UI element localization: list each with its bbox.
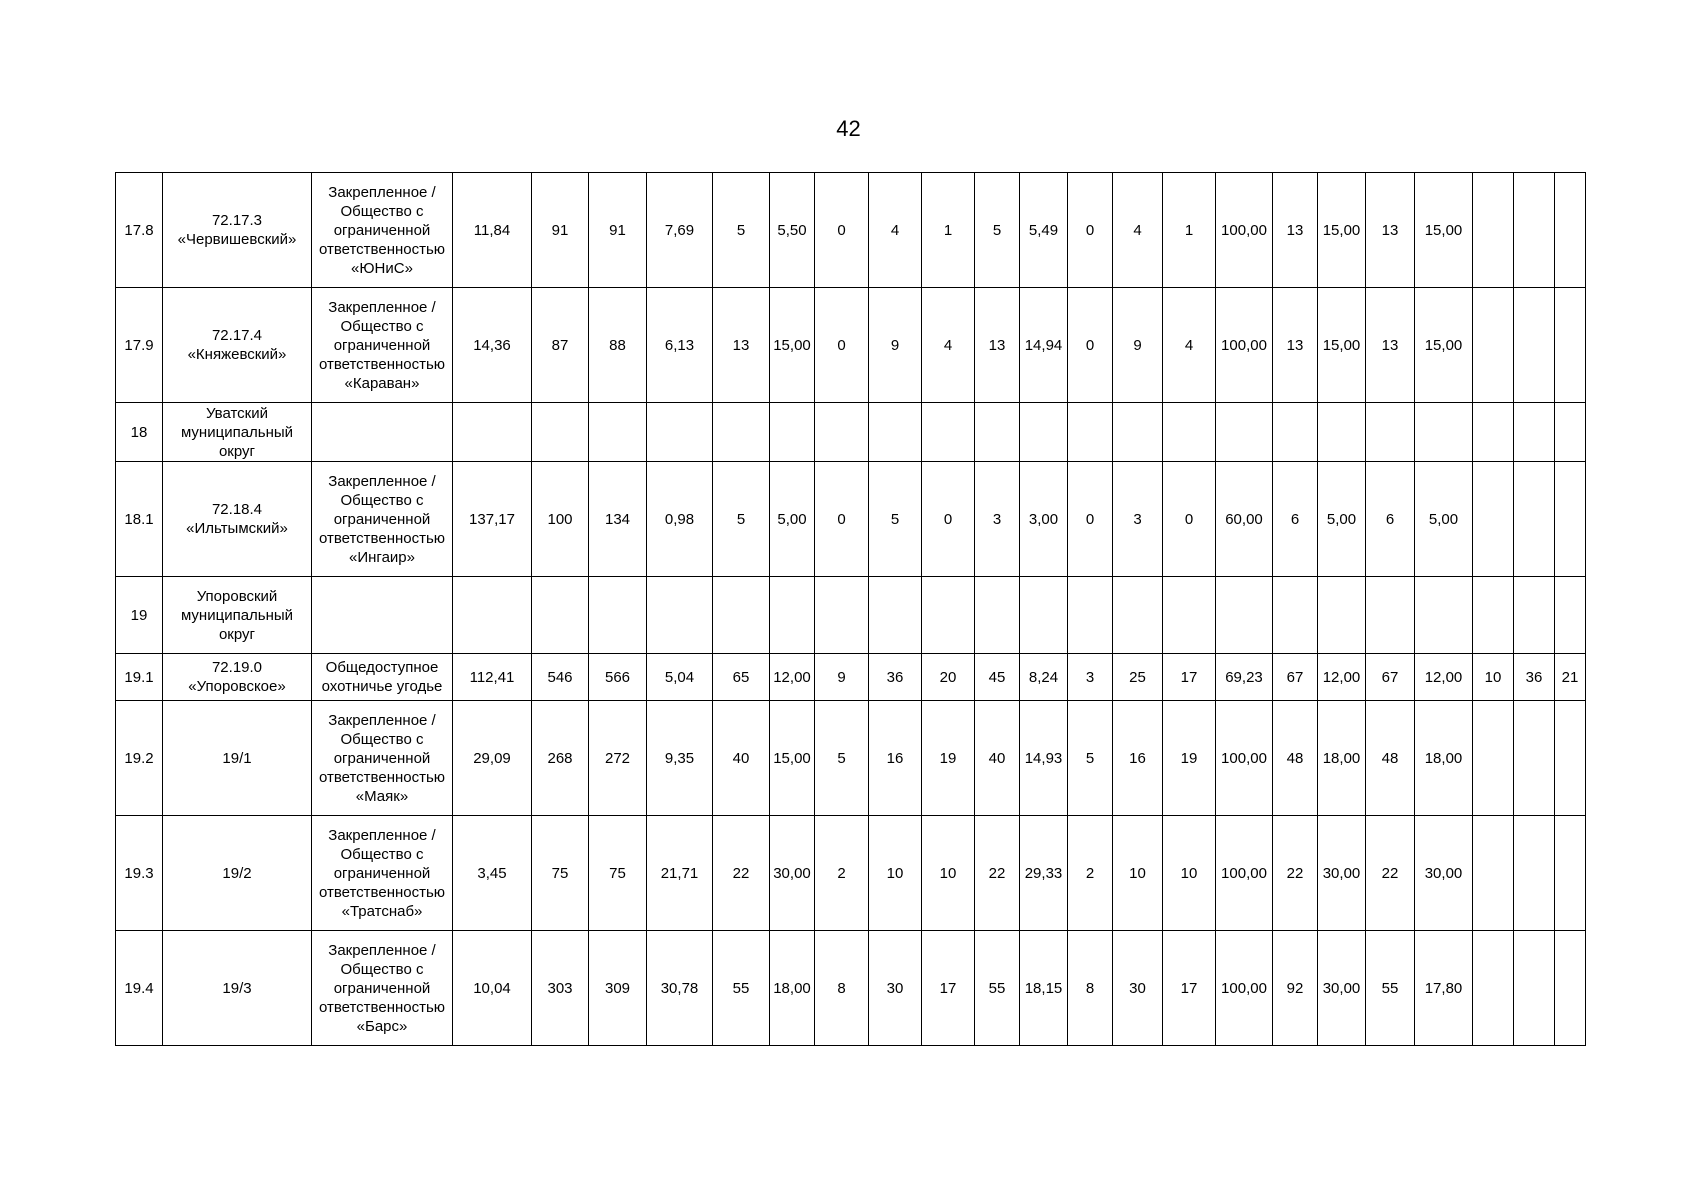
table-cell [770, 577, 815, 654]
table-cell [1473, 288, 1514, 403]
table-cell [589, 577, 647, 654]
table-cell [815, 577, 869, 654]
table-cell: 91 [532, 173, 589, 288]
table-cell: 8 [815, 931, 869, 1046]
table-cell: 18 [116, 403, 163, 462]
table-cell [1473, 931, 1514, 1046]
table-cell: 19 [922, 701, 975, 816]
table-row [116, 403, 1586, 462]
table-cell [1020, 403, 1068, 462]
table-cell [1473, 173, 1514, 288]
table-cell: 3,45 [453, 816, 532, 931]
table-cell [1163, 577, 1216, 654]
table-cell: 5 [713, 173, 770, 288]
table-cell: 25 [1113, 654, 1163, 701]
table-cell: 22 [1366, 816, 1415, 931]
table-cell: 0 [1068, 173, 1113, 288]
table-cell [1273, 577, 1318, 654]
table-cell: 18,00 [1318, 701, 1366, 816]
table-cell: 4 [922, 288, 975, 403]
table-cell: 309 [589, 931, 647, 1046]
table-cell: 9 [869, 288, 922, 403]
table-cell: 13 [713, 288, 770, 403]
table-cell: 55 [713, 931, 770, 1046]
table-cell: 0 [1068, 288, 1113, 403]
table-row [116, 462, 1586, 577]
table-cell: 22 [713, 816, 770, 931]
table-cell: 17.8 [116, 173, 163, 288]
table-cell: 0,98 [647, 462, 713, 577]
table-cell: Закрепленное / Общество с ограниченной ответственностью «Маяк» [312, 701, 453, 816]
table-cell: Упоровский муниципальный округ [163, 577, 312, 654]
table-cell: 5,00 [1415, 462, 1473, 577]
table-cell: 12,00 [1415, 654, 1473, 701]
table-cell: 19.3 [116, 816, 163, 931]
table-cell [1514, 288, 1555, 403]
table-cell: 19.4 [116, 931, 163, 1046]
table-cell: 5,50 [770, 173, 815, 288]
table-cell [1555, 462, 1586, 577]
table-cell: 72.18.4 «Ильтымский» [163, 462, 312, 577]
table-cell [453, 403, 532, 462]
table-cell: 0 [1163, 462, 1216, 577]
table-cell: 0 [1068, 462, 1113, 577]
table-cell [1068, 403, 1113, 462]
table-cell: 14,36 [453, 288, 532, 403]
table-cell: 9,35 [647, 701, 713, 816]
table-cell: 3,00 [1020, 462, 1068, 577]
table-cell: 91 [589, 173, 647, 288]
table-cell [1473, 701, 1514, 816]
table-cell [1020, 577, 1068, 654]
table-cell: 13 [1366, 288, 1415, 403]
table-cell: 17 [1163, 931, 1216, 1046]
table-cell: 2 [1068, 816, 1113, 931]
table-cell: 13 [1273, 288, 1318, 403]
table-cell: 137,17 [453, 462, 532, 577]
table-cell: 9 [815, 654, 869, 701]
table-cell: 3 [1113, 462, 1163, 577]
table-cell: 8,24 [1020, 654, 1068, 701]
table-cell: 0 [815, 462, 869, 577]
table-cell: 8 [1068, 931, 1113, 1046]
table-cell [713, 577, 770, 654]
table-cell [1555, 701, 1586, 816]
table-cell: 22 [975, 816, 1020, 931]
table-cell [975, 577, 1020, 654]
table-row [116, 577, 1586, 654]
table-cell: 10 [1473, 654, 1514, 701]
table-cell [869, 577, 922, 654]
table-cell: 55 [975, 931, 1020, 1046]
table-cell: 30,00 [1318, 931, 1366, 1046]
table-cell: 0 [815, 173, 869, 288]
table-cell: 72.17.4 «Княжевский» [163, 288, 312, 403]
table-cell [1514, 173, 1555, 288]
table-cell: 13 [1366, 173, 1415, 288]
table-cell: 268 [532, 701, 589, 816]
table-cell: 30 [1113, 931, 1163, 1046]
table-cell: 546 [532, 654, 589, 701]
table-cell [1514, 701, 1555, 816]
table-cell: 45 [975, 654, 1020, 701]
table-cell: 6,13 [647, 288, 713, 403]
table-cell: 72.17.3 «Червишевский» [163, 173, 312, 288]
table-cell: 19/1 [163, 701, 312, 816]
table-cell [647, 403, 713, 462]
table-cell: 18,00 [1415, 701, 1473, 816]
table-cell [532, 577, 589, 654]
table-cell: 4 [1113, 173, 1163, 288]
table-cell: 1 [1163, 173, 1216, 288]
table-cell [1473, 816, 1514, 931]
table-cell: 1 [922, 173, 975, 288]
table-cell: 30,00 [1415, 816, 1473, 931]
table-cell [713, 403, 770, 462]
table-cell: 21,71 [647, 816, 713, 931]
table-cell [312, 577, 453, 654]
table-cell: 14,93 [1020, 701, 1068, 816]
table-cell [1555, 577, 1586, 654]
table-cell: 30 [869, 931, 922, 1046]
table-cell [770, 403, 815, 462]
table-cell: 67 [1366, 654, 1415, 701]
table-cell [1555, 403, 1586, 462]
table-cell: 48 [1366, 701, 1415, 816]
table-cell [1273, 403, 1318, 462]
table-cell: 10 [1163, 816, 1216, 931]
table-cell [1473, 462, 1514, 577]
table-cell: Закрепленное / Общество с ограниченной ответственностью «Барс» [312, 931, 453, 1046]
table-cell: 69,23 [1216, 654, 1273, 701]
table-cell: 100,00 [1216, 288, 1273, 403]
table-cell [1113, 403, 1163, 462]
table-cell: 3 [975, 462, 1020, 577]
table-cell [1514, 577, 1555, 654]
table-cell: 15,00 [1318, 173, 1366, 288]
table-cell [869, 403, 922, 462]
table-cell [1514, 462, 1555, 577]
table-cell [1555, 288, 1586, 403]
table-cell [1216, 403, 1273, 462]
table-cell: 13 [1273, 173, 1318, 288]
table-cell: 5,00 [1318, 462, 1366, 577]
table-row [116, 173, 1586, 288]
table-cell: 5,49 [1020, 173, 1068, 288]
table-cell: 60,00 [1216, 462, 1273, 577]
table-cell: 67 [1273, 654, 1318, 701]
table-cell: 10 [1113, 816, 1163, 931]
table-cell: 19 [1163, 701, 1216, 816]
table-cell: 19.1 [116, 654, 163, 701]
table-cell: 10 [869, 816, 922, 931]
table-cell: 5,00 [770, 462, 815, 577]
table-cell [1555, 816, 1586, 931]
table-cell: 100,00 [1216, 701, 1273, 816]
table-cell: 17.9 [116, 288, 163, 403]
table-cell [1473, 403, 1514, 462]
table-cell: 19.2 [116, 701, 163, 816]
table-cell: 29,33 [1020, 816, 1068, 931]
table-cell: 11,84 [453, 173, 532, 288]
table-cell: 15,00 [770, 701, 815, 816]
table-cell [1555, 931, 1586, 1046]
table-cell: 16 [869, 701, 922, 816]
page-number: 42 [836, 116, 861, 141]
table-cell: 15,00 [1415, 173, 1473, 288]
table-cell: 17 [1163, 654, 1216, 701]
table-cell [922, 577, 975, 654]
table-cell: 6 [1273, 462, 1318, 577]
table-cell: 87 [532, 288, 589, 403]
table-cell: 40 [975, 701, 1020, 816]
table-cell: 112,41 [453, 654, 532, 701]
table-cell: 21 [1555, 654, 1586, 701]
table-row [116, 288, 1586, 403]
table-cell: 75 [532, 816, 589, 931]
table-cell [1113, 577, 1163, 654]
table-cell: 5 [869, 462, 922, 577]
table-cell [1216, 577, 1273, 654]
table-cell: 5 [1068, 701, 1113, 816]
table-row [116, 931, 1586, 1046]
table-cell: 100,00 [1216, 816, 1273, 931]
table-cell [1514, 403, 1555, 462]
table-cell: 6 [1366, 462, 1415, 577]
table-cell: 7,69 [647, 173, 713, 288]
table-cell [532, 403, 589, 462]
table-cell: 18.1 [116, 462, 163, 577]
table-cell: 72.19.0 «Упоровское» [163, 654, 312, 701]
table-cell: 22 [1273, 816, 1318, 931]
table-cell [589, 403, 647, 462]
table-cell: Закрепленное / Общество с ограниченной ответственностью «Ингаир» [312, 462, 453, 577]
table-cell [647, 577, 713, 654]
table-cell: 30,00 [1318, 816, 1366, 931]
table-cell: 14,94 [1020, 288, 1068, 403]
table-cell: Закрепленное / Общество с ограниченной ответственностью «Тратснаб» [312, 816, 453, 931]
table-cell: 134 [589, 462, 647, 577]
table-cell [1366, 403, 1415, 462]
table-cell: Закрепленное / Общество с ограниченной ответственностью «Караван» [312, 288, 453, 403]
table-cell: 15,00 [1415, 288, 1473, 403]
table-cell: 0 [815, 288, 869, 403]
table-row [116, 816, 1586, 931]
table-cell: 20 [922, 654, 975, 701]
table-cell: 0 [922, 462, 975, 577]
table-cell [1514, 816, 1555, 931]
table-cell: 15,00 [770, 288, 815, 403]
table-body [116, 173, 1586, 1046]
data-table [115, 172, 1586, 1046]
table-cell: 5,04 [647, 654, 713, 701]
table-cell: 36 [869, 654, 922, 701]
table-cell: 10,04 [453, 931, 532, 1046]
table-cell [1415, 403, 1473, 462]
table-cell: 30,78 [647, 931, 713, 1046]
table-row [116, 701, 1586, 816]
table-cell [1318, 403, 1366, 462]
table-cell: 17 [922, 931, 975, 1046]
table-cell: 4 [1163, 288, 1216, 403]
table-cell: 19/2 [163, 816, 312, 931]
table-cell: 18,00 [770, 931, 815, 1046]
table-cell: 4 [869, 173, 922, 288]
table-cell [975, 403, 1020, 462]
table-cell: 10 [922, 816, 975, 931]
table-cell: 12,00 [1318, 654, 1366, 701]
table-cell: Закрепленное / Общество с ограниченной ответственностью «ЮНиС» [312, 173, 453, 288]
table-cell: 48 [1273, 701, 1318, 816]
table-cell: 55 [1366, 931, 1415, 1046]
table-cell [1163, 403, 1216, 462]
table-cell: 5 [713, 462, 770, 577]
table-cell: 88 [589, 288, 647, 403]
table-cell: Уватский муниципальный округ [163, 403, 312, 462]
table-cell: 566 [589, 654, 647, 701]
table-cell [312, 403, 453, 462]
table-cell: 18,15 [1020, 931, 1068, 1046]
table-cell [815, 403, 869, 462]
table-cell [1318, 577, 1366, 654]
table-cell: 5 [975, 173, 1020, 288]
table-cell: 19/3 [163, 931, 312, 1046]
table-cell: 9 [1113, 288, 1163, 403]
table-cell [453, 577, 532, 654]
table-cell [1366, 577, 1415, 654]
table-cell: Общедоступное охотничье угодье [312, 654, 453, 701]
table-cell: 303 [532, 931, 589, 1046]
table-row [116, 654, 1586, 701]
table-cell [1415, 577, 1473, 654]
table-cell: 19 [116, 577, 163, 654]
table-cell [1068, 577, 1113, 654]
table-cell: 100,00 [1216, 931, 1273, 1046]
table-cell: 12,00 [770, 654, 815, 701]
table-cell: 75 [589, 816, 647, 931]
table-cell: 40 [713, 701, 770, 816]
table-cell: 2 [815, 816, 869, 931]
table-cell: 13 [975, 288, 1020, 403]
table-cell: 272 [589, 701, 647, 816]
table-cell: 92 [1273, 931, 1318, 1046]
table-cell: 30,00 [770, 816, 815, 931]
table-cell [1514, 931, 1555, 1046]
table-cell: 29,09 [453, 701, 532, 816]
table-cell: 3 [1068, 654, 1113, 701]
table-cell: 36 [1514, 654, 1555, 701]
table-cell: 17,80 [1415, 931, 1473, 1046]
table-cell: 65 [713, 654, 770, 701]
table-cell: 100,00 [1216, 173, 1273, 288]
table-cell [1555, 173, 1586, 288]
table-cell [922, 403, 975, 462]
table-cell: 100 [532, 462, 589, 577]
table-cell: 5 [815, 701, 869, 816]
table-cell: 15,00 [1318, 288, 1366, 403]
table-cell: 16 [1113, 701, 1163, 816]
table-cell [1473, 577, 1514, 654]
